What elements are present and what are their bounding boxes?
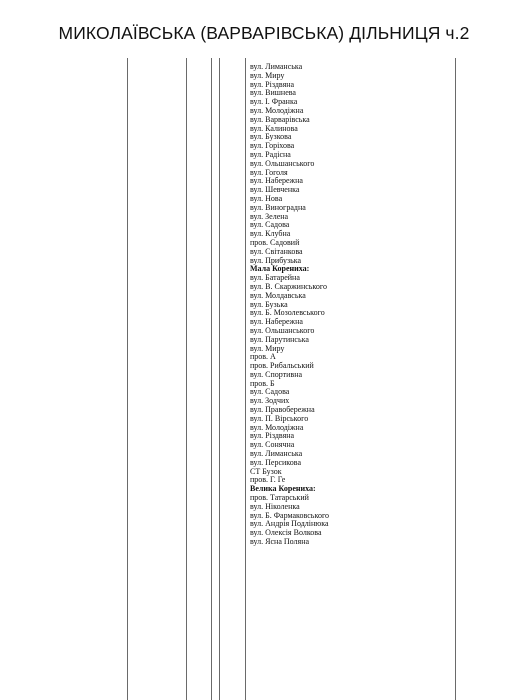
street-item: вул. Виноградна xyxy=(250,202,306,212)
street-item: вул. Садова xyxy=(250,387,290,397)
street-item: вул. Б. Мозолевського xyxy=(250,308,325,318)
street-item: пров. Г. Ге xyxy=(250,475,286,485)
street-item: вул. Ольшанського xyxy=(250,325,315,335)
street-item: вул. Андрія Подлінюка xyxy=(250,519,329,529)
street-item: вул. Персикова xyxy=(250,457,302,467)
column-divider xyxy=(211,58,212,700)
street-item: вул. Спортивна xyxy=(250,369,303,379)
page-title: МИКОЛАЇВСЬКА (ВАРВАРІВСЬКА) ДІЛЬНИЦЯ ч.2 xyxy=(58,23,470,43)
street-item: вул. Молдавська xyxy=(250,290,306,300)
street-list xyxy=(250,63,329,547)
column-divider xyxy=(219,58,220,700)
street-item: пров. Татарський xyxy=(250,493,309,503)
street-item: вул. Радісна xyxy=(250,149,291,159)
street-item: вул. Зелена xyxy=(250,211,289,221)
street-item: вул. І. Франка xyxy=(250,97,298,107)
column-divider xyxy=(127,58,128,700)
street-item: вул. Набережна xyxy=(250,317,303,327)
street-item: вул. Лиманська xyxy=(250,449,303,459)
street-item: вул. Молодіжна xyxy=(250,105,304,115)
street-item: вул. Варварівська xyxy=(250,114,310,124)
street-item: вул. Б. Фармаковського xyxy=(250,510,330,520)
street-item: пров. Б xyxy=(250,378,275,388)
street-item: вул. Різдвяна xyxy=(250,79,295,89)
street-item: вул. Сонячна xyxy=(250,440,295,450)
column-divider xyxy=(455,58,456,700)
street-item: вул. Ніколенка xyxy=(250,501,300,511)
street-item: вул. Молодіжна xyxy=(250,422,304,432)
street-item: вул. Ясна Поляна xyxy=(250,537,310,547)
street-item: вул. Миру xyxy=(250,343,285,353)
settlement-heading: Мала Корениха: xyxy=(250,264,310,274)
street-item: вул. Калинова xyxy=(250,123,298,133)
street-item: вул. Садова xyxy=(250,220,290,230)
street-item: пров. А xyxy=(250,352,276,362)
settlement-heading: Велика Корениха: xyxy=(250,484,316,494)
street-item: пров. Садовий xyxy=(250,237,300,247)
street-item: СТ Бузок xyxy=(250,466,282,476)
street-item: вул. Вишнева xyxy=(250,88,296,98)
street-item: вул. П. Вірського xyxy=(250,413,309,423)
column-divider xyxy=(245,58,246,700)
street-item: вул. Бузкова xyxy=(250,132,292,142)
street-item: вул. Олексія Волкова xyxy=(250,528,322,538)
street-item: вул. Зодчих xyxy=(250,396,290,406)
street-item: вул. Нова xyxy=(250,193,283,203)
street-item: вул. Ольшанського xyxy=(250,158,315,168)
district-table xyxy=(0,58,528,700)
street-item: вул. Парутинська xyxy=(250,334,309,344)
street-item: вул. Миру xyxy=(250,70,285,80)
street-item: вул. Бузька xyxy=(250,299,288,309)
street-item: вул. Гоголя xyxy=(250,167,288,177)
street-item: вул. Правобережна xyxy=(250,405,315,415)
street-item: вул. Горіхова xyxy=(250,141,295,151)
street-item: вул. Лиманська xyxy=(250,62,303,71)
street-item: вул. Батарейна xyxy=(250,273,300,283)
street-item: вул. Набережна xyxy=(250,176,303,186)
street-item: вул. Прибузька xyxy=(250,255,302,265)
street-item: вул. Різдвяна xyxy=(250,431,295,441)
street-item: вул. В. Скаржинського xyxy=(250,281,327,291)
column-divider xyxy=(186,58,187,700)
street-item: вул. Шевченка xyxy=(250,185,300,195)
street-item: вул. Світанкова xyxy=(250,246,303,256)
street-item: вул. Клубна xyxy=(250,229,291,239)
street-item: пров. Рибальський xyxy=(250,361,314,371)
